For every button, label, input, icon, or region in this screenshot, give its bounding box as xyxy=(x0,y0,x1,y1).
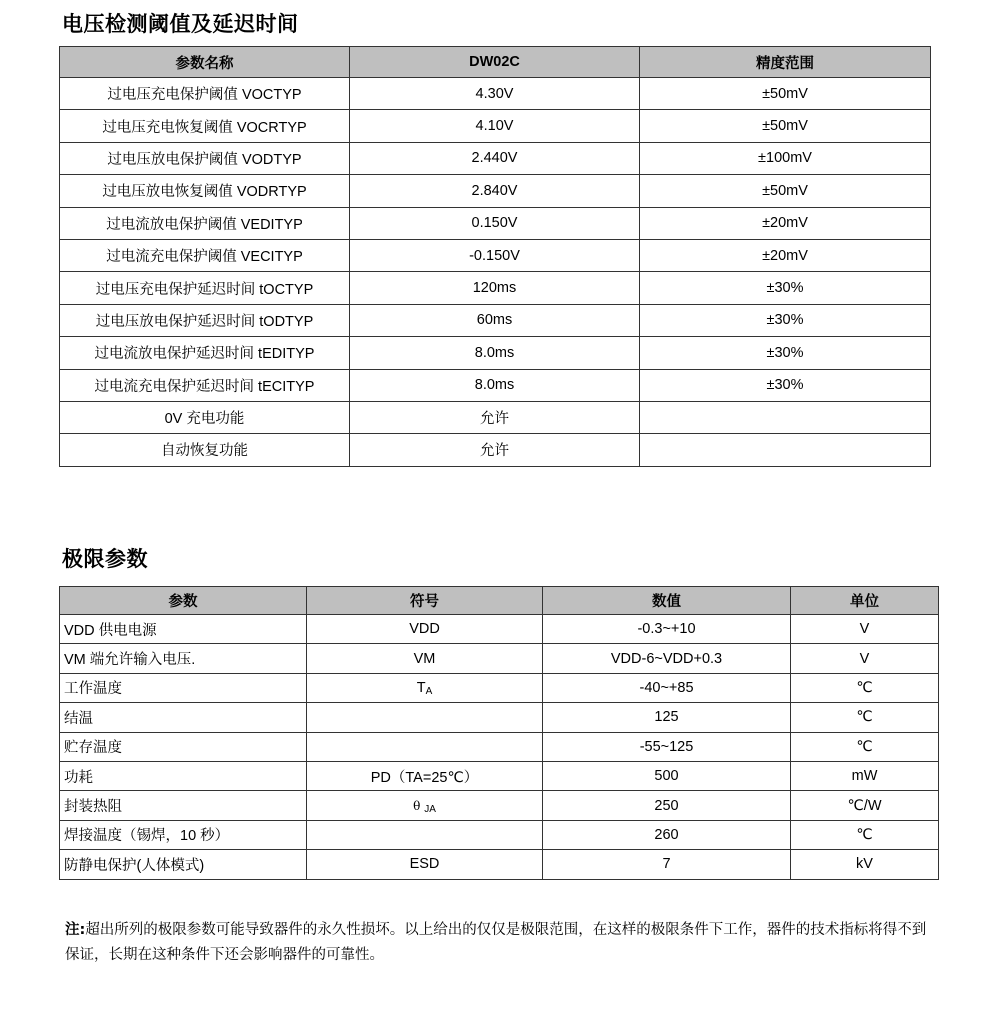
value-cell: 125 xyxy=(543,703,791,732)
section-title-limits: 极限参数 xyxy=(62,547,148,571)
unit-cell: V xyxy=(791,644,939,673)
param-cell: VM 端允许输入电压. xyxy=(60,644,307,673)
table-row xyxy=(60,239,931,271)
param-cell: 工作温度 xyxy=(60,673,307,702)
section-title-thresholds: 电压检测阈值及延迟时间 xyxy=(62,12,299,36)
table-header-row xyxy=(60,587,939,615)
unit-cell: ℃ xyxy=(791,673,939,702)
table-header-row xyxy=(60,47,931,78)
table-row xyxy=(60,78,931,110)
value-cell: -55~125 xyxy=(543,732,791,761)
symbol-cell xyxy=(307,850,543,879)
param-cell: 焊接温度（锡焊，10 秒） xyxy=(60,820,307,849)
param-cell: VDD 供电电源 xyxy=(60,615,307,644)
symbol-subscript: JA xyxy=(424,803,436,815)
dw02c-value-cell: 120ms xyxy=(350,272,640,304)
tolerance-cell: ±30% xyxy=(640,304,931,336)
symbol-text: T xyxy=(416,679,426,696)
table-row xyxy=(60,850,939,879)
tolerance-cell: ±50mV xyxy=(640,78,931,110)
column-header: 数值 xyxy=(543,587,791,615)
table-row xyxy=(60,434,931,466)
tolerance-cell: ±20mV xyxy=(640,239,931,271)
table-row xyxy=(60,142,931,174)
dw02c-value-cell: 8.0ms xyxy=(350,337,640,369)
column-header: 符号 xyxy=(307,587,543,615)
value-cell: 7 xyxy=(543,850,791,879)
dw02c-value-cell: 60ms xyxy=(350,304,640,336)
param-name-cell: 过电流充电保护延迟时间 tECITYP xyxy=(60,369,350,401)
dw02c-value-cell: 2.440V xyxy=(350,142,640,174)
symbol-cell xyxy=(307,644,543,673)
symbol-cell xyxy=(307,761,543,790)
param-name-cell: 过电流充电保护阈值 VECITYP xyxy=(60,239,350,271)
symbol-cell xyxy=(307,820,543,849)
table-row xyxy=(60,369,931,401)
unit-cell: ℃ xyxy=(791,820,939,849)
value-cell: VDD-6~VDD+0.3 xyxy=(543,644,791,673)
symbol-text: VM xyxy=(413,650,436,667)
unit-cell: kV xyxy=(791,850,939,879)
tolerance-cell: ±20mV xyxy=(640,207,931,239)
table-row xyxy=(60,272,931,304)
tolerance-cell: ±50mV xyxy=(640,110,931,142)
dw02c-value-cell: 0.150V xyxy=(350,207,640,239)
column-header: 参数名称 xyxy=(60,47,350,78)
tolerance-cell: ±30% xyxy=(640,337,931,369)
param-name-cell: 过电流放电保护阈值 VEDITYP xyxy=(60,207,350,239)
table-row xyxy=(60,820,939,849)
table-row xyxy=(60,304,931,336)
tolerance-cell xyxy=(640,401,931,433)
footnote xyxy=(65,918,935,968)
table-row xyxy=(60,337,931,369)
value-cell: 250 xyxy=(543,791,791,820)
dw02c-value-cell: 允许 xyxy=(350,401,640,433)
threshold-table xyxy=(59,46,931,467)
param-name-cell: 0V 充电功能 xyxy=(60,401,350,433)
unit-cell: ℃ xyxy=(791,703,939,732)
column-header: 参数 xyxy=(60,587,307,615)
tolerance-cell xyxy=(640,434,931,466)
param-cell: 贮存温度 xyxy=(60,732,307,761)
column-header: DW02C xyxy=(350,47,640,78)
symbol-cell xyxy=(307,791,543,820)
symbol-text: VDD xyxy=(409,621,440,638)
unit-cell: ℃ xyxy=(791,732,939,761)
limits-table xyxy=(59,586,939,880)
table-row xyxy=(60,791,939,820)
dw02c-value-cell: 4.10V xyxy=(350,110,640,142)
table-row xyxy=(60,673,939,702)
column-header: 精度范围 xyxy=(640,47,931,78)
table-row xyxy=(60,732,939,761)
table-row xyxy=(60,644,939,673)
dw02c-value-cell: 允许 xyxy=(350,434,640,466)
dw02c-value-cell: 4.30V xyxy=(350,78,640,110)
param-cell: 封装热阻 xyxy=(60,791,307,820)
unit-cell: V xyxy=(791,615,939,644)
table-row xyxy=(60,207,931,239)
table-row xyxy=(60,110,931,142)
table-row xyxy=(60,703,939,732)
param-name-cell: 过电压放电保护延迟时间 tODTYP xyxy=(60,304,350,336)
symbol-text: θ xyxy=(413,798,425,813)
tolerance-cell: ±30% xyxy=(640,369,931,401)
param-name-cell: 自动恢复功能 xyxy=(60,434,350,466)
dw02c-value-cell: 8.0ms xyxy=(350,369,640,401)
tolerance-cell: ±100mV xyxy=(640,142,931,174)
table-row xyxy=(60,401,931,433)
symbol-text: PD（TA=25℃） xyxy=(370,769,479,786)
unit-cell: mW xyxy=(791,761,939,790)
dw02c-value-cell: -0.150V xyxy=(350,239,640,271)
param-name-cell: 过电流放电保护延迟时间 tEDITYP xyxy=(60,337,350,369)
param-name-cell: 过电压充电恢复阈值 VOCRTYP xyxy=(60,110,350,142)
symbol-subscript: A xyxy=(425,685,433,697)
symbol-text: ESD xyxy=(409,856,440,873)
note-label: 注: xyxy=(65,922,86,938)
param-name-cell: 过电压放电保护阈值 VODTYP xyxy=(60,142,350,174)
value-cell: -0.3~+10 xyxy=(543,615,791,644)
unit-cell: ℃/W xyxy=(791,791,939,820)
dw02c-value-cell: 2.840V xyxy=(350,175,640,207)
note-text: 超出所列的极限参数可能导致器件的永久性损坏。以上给出的仅仅是极限范围，在这样的极限条件下工作，器件的技术指标将得不到保证，长期在这种条件下还会影响器件的可靠性。 xyxy=(65,922,927,963)
table-row xyxy=(60,615,939,644)
value-cell: -40~+85 xyxy=(543,673,791,702)
symbol-cell xyxy=(307,615,543,644)
param-name-cell: 过电压充电保护阈值 VOCTYP xyxy=(60,78,350,110)
tolerance-cell: ±30% xyxy=(640,272,931,304)
symbol-cell xyxy=(307,732,543,761)
table-row xyxy=(60,175,931,207)
param-name-cell: 过电压放电恢复阈值 VODRTYP xyxy=(60,175,350,207)
param-name-cell: 过电压充电保护延迟时间 tOCTYP xyxy=(60,272,350,304)
symbol-cell xyxy=(307,703,543,732)
param-cell: 防静电保护(人体模式) xyxy=(60,850,307,879)
symbol-cell xyxy=(307,673,543,702)
value-cell: 500 xyxy=(543,761,791,790)
tolerance-cell: ±50mV xyxy=(640,175,931,207)
value-cell: 260 xyxy=(543,820,791,849)
column-header: 单位 xyxy=(791,587,939,615)
param-cell: 结温 xyxy=(60,703,307,732)
param-cell: 功耗 xyxy=(60,761,307,790)
table-row xyxy=(60,761,939,790)
